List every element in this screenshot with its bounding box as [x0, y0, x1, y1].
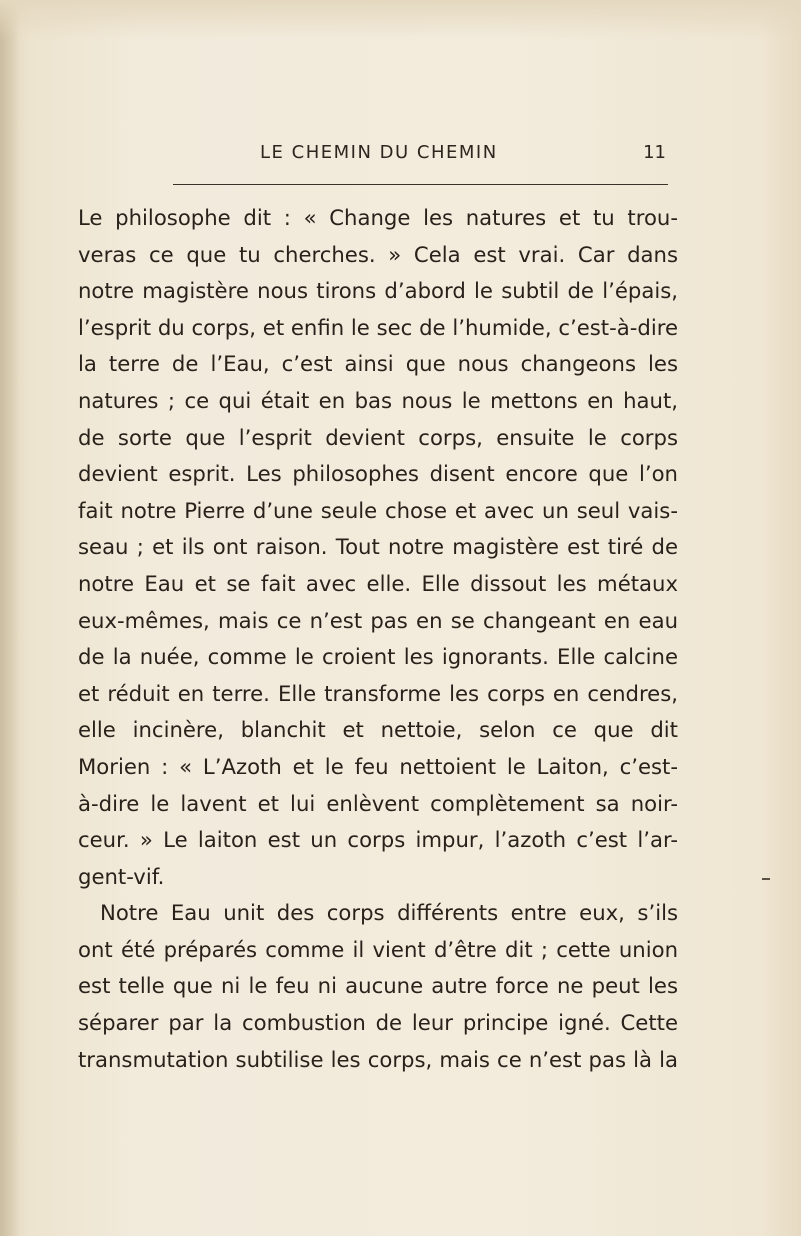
text-line: ont été préparés comme il vient d’être dit ; cette union — [78, 936, 678, 962]
text-line: la terre de l’Eau, c’est ainsi que nous changeons les — [78, 351, 678, 377]
running-title: LE CHEMIN DU CHEMIN — [260, 142, 498, 163]
header-rule — [173, 184, 668, 185]
text-line: seau ; et ils ont raison. Tout notre magistère est tiré de — [78, 534, 678, 560]
text-line: veras ce que tu cherches. » Cela est vrai. Car dans — [78, 241, 678, 267]
page-number: 11 — [643, 142, 666, 163]
text-line: notre magistère nous tirons d’abord le subtil de l’épais, — [78, 278, 678, 304]
text-line: et réduit en terre. Elle transforme les corps en cendres, — [78, 680, 678, 706]
text-line: Le philosophe dit : « Change les natures et tu trou- — [78, 205, 678, 230]
text-line: devient esprit. Les philosophes disent encore que l’on — [78, 461, 678, 487]
text-line: séparer par la combustion de leur principe igné. Cette — [78, 1010, 678, 1036]
text-line: ceur. » Le laiton est un corps impur, l’azoth c’est l’ar- — [78, 827, 678, 853]
text-line: de sorte que l’esprit devient corps, ensuite le corps — [78, 424, 678, 450]
page-header — [0, 142, 801, 172]
text-line: transmutation subtilise les corps, mais ce n’est pas là la — [78, 1046, 678, 1072]
page-top-shadow — [0, 0, 801, 40]
text-line: fait notre Pierre d’une seule chose et avec un seul vais- — [78, 497, 678, 523]
page-gutter-shadow — [0, 0, 20, 1236]
text-line: de la nuée, comme le croient les ignorants. Elle calcine — [78, 644, 678, 670]
text-line-paragraph-start: Notre Eau unit des corps différents entre eux, s’ils — [100, 900, 678, 926]
text-line-paragraph-end: gent-vif. — [78, 863, 165, 889]
text-line: l’esprit du corps, et enfin le sec de l’humide, c’est-à-dire — [78, 314, 678, 340]
text-line: natures ; ce qui était en bas nous le mettons en haut, — [78, 387, 678, 413]
text-line: est telle que ni le feu ni aucune autre force ne peut les — [78, 973, 678, 999]
text-line: à-dire le lavent et lui enlèvent complètement sa noir- — [78, 790, 678, 816]
body-text — [78, 200, 678, 1078]
text-line: eux-mêmes, mais ce n’est pas en se changeant en eau — [78, 607, 678, 633]
text-line: Morien : « L’Azoth et le feu nettoient le Laiton, c’est- — [78, 753, 678, 779]
text-line: notre Eau et se fait avec elle. Elle dissout les métaux — [78, 570, 678, 596]
ink-speck — [762, 878, 770, 880]
text-line: elle incinère, blanchit et nettoie, selon ce que dit — [78, 717, 678, 743]
